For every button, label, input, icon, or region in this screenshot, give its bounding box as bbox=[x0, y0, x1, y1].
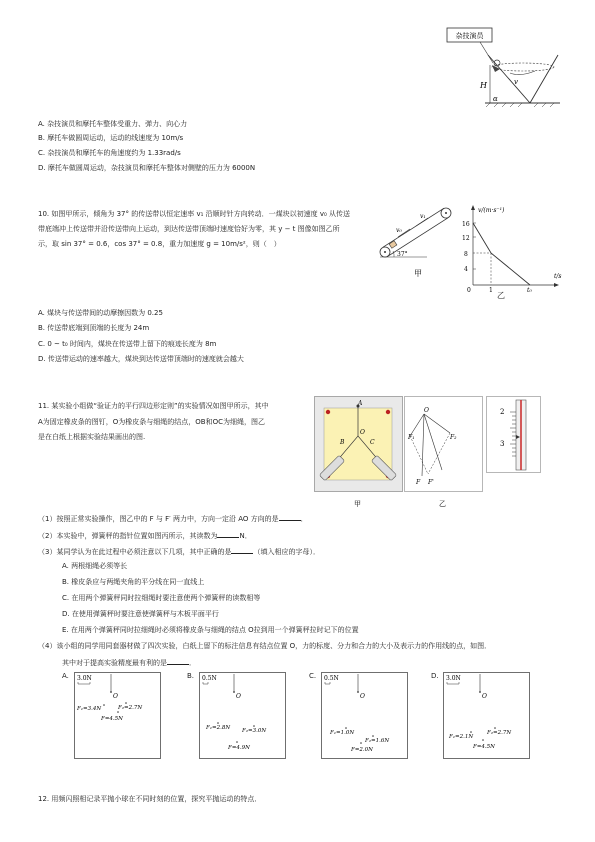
q10-option-b: B. 传送带底端到顶端的长度为 24m bbox=[38, 324, 150, 332]
q11-sub2-text: （2）本实验中，弹簧秤的指针位置如图丙所示，其读数为 bbox=[38, 532, 218, 540]
q11-panel-d-f1: F₁=2.1N bbox=[449, 734, 474, 740]
q11-panel-a-f1: F₁=3.4N bbox=[77, 706, 102, 712]
q11-panel-b-f1: F₁=2.8N bbox=[206, 725, 231, 731]
q10-conveyor-figure bbox=[372, 200, 462, 295]
q11-sub3-option-a: A. 两根细绳必须等长 bbox=[62, 562, 128, 570]
q9-alpha-label: α bbox=[493, 95, 498, 103]
q9-option-c: C. 杂技演员和摩托车的角速度约为 1.33rad/s bbox=[38, 149, 181, 157]
q11-sub1 bbox=[38, 513, 308, 524]
q11-sub3-option-c: C. 在用两个弹簧秤同时拉细绳时要注意使两个弹簧秤的读数相等 bbox=[62, 594, 261, 602]
q9-option-d: D. 摩托车做圆周运动，杂技演员和摩托车整体对侧壁的压力为 6000N bbox=[38, 164, 256, 172]
q11-panel-d-o: O bbox=[482, 693, 487, 700]
q11-fig-label-C: C bbox=[370, 439, 375, 446]
q11-sub1-blank[interactable] bbox=[279, 513, 301, 521]
q10-angle-label: 37° bbox=[397, 251, 408, 258]
q9-option-a: A. 杂技演员和摩托车整体受重力、弹力、向心力 bbox=[38, 120, 188, 128]
q11-sub4-end: ． bbox=[189, 659, 196, 667]
q10-graph-xlabel: t/s bbox=[554, 273, 562, 280]
q10-option-c: C. 0 ~ t₀ 时间内，煤块在传送带上留下的痕迹长度为 8m bbox=[38, 340, 217, 348]
q11-panel-d bbox=[431, 672, 531, 762]
q11-panel-b-letter: B. bbox=[187, 672, 195, 680]
q9-H-label: H bbox=[480, 81, 487, 90]
q11-panel-b-f: F=4.9N bbox=[228, 745, 250, 751]
q10-stem-line2: 带底端冲上传送带并沿传送带向上运动，到达传送带顶端时速度恰好为零，其 y − t 图像如图乙所 bbox=[38, 225, 340, 233]
q11-sub2 bbox=[38, 530, 252, 541]
q11-fig2-label-F2: F₂ bbox=[450, 434, 457, 441]
q9-option-b: B. 摩托车做圆周运动，运动的线速度为 10m/s bbox=[38, 134, 184, 142]
q11-stem-line3: 是在白纸上根据实验结果画出的图. bbox=[38, 433, 146, 441]
q10-graph-ylabel: v/(m·s⁻¹) bbox=[478, 207, 505, 214]
q11-panel-a-letter: A. bbox=[62, 672, 69, 680]
q11-panel-a bbox=[62, 672, 162, 762]
q11-panel-b-o: O bbox=[236, 693, 241, 700]
q11-sub1-end: ． bbox=[300, 515, 308, 523]
q11-panel-c-letter: C. bbox=[309, 672, 317, 680]
q11-sub3-option-b: B. 橡皮条应与两绳夹角的平分线在同一直线上 bbox=[62, 578, 205, 586]
q11-fig2-label-F1: F₁ bbox=[408, 434, 415, 441]
q11-panel-d-letter: D. bbox=[431, 672, 439, 680]
q11-stem-line1: 11. 某实验小组做“验证力的平行四边形定则”的实验情况如图甲所示，其中 bbox=[38, 402, 269, 410]
q11-panel-a-scale: 3.0N bbox=[77, 675, 92, 682]
q11-panel-c-f: F=2.0N bbox=[351, 747, 373, 753]
q11-fig-yi: 乙 bbox=[439, 500, 446, 508]
q10-fig-yi: 乙 bbox=[497, 291, 505, 300]
q11-panel-d-f: F=4.5N bbox=[473, 744, 495, 750]
q11-sub2-blank[interactable] bbox=[217, 530, 239, 538]
q11-sub4-blank[interactable] bbox=[167, 657, 189, 665]
q11-sub3-end: （填入相应的字母）． bbox=[253, 548, 320, 556]
q11-stem-line2: A为固定橡皮条的图钉，O为橡皮条与细绳的结点，OB和OC为细绳，图乙 bbox=[38, 418, 266, 426]
q10-option-d: D. 传送带运动的速率越大，煤块到达传送带顶端时的速度就会越大 bbox=[38, 355, 244, 363]
q11-sub4-line2 bbox=[62, 657, 196, 668]
q10-ytick-8: 8 bbox=[464, 251, 468, 258]
q11-force-figure bbox=[404, 396, 484, 511]
q11-fig2-label-Fp: F' bbox=[428, 479, 434, 486]
q11-panel-c-f1: F₁=1.0N bbox=[330, 730, 355, 736]
q11-panel-d-f2: F₂=2.7N bbox=[487, 730, 512, 736]
q11-board-figure bbox=[314, 396, 406, 511]
q11-panel-c bbox=[309, 672, 409, 762]
q11-fig-label-O: O bbox=[360, 429, 365, 436]
q11-fig-label-A: A bbox=[358, 400, 363, 407]
q11-panel-c-f2: F₂=1.6N bbox=[365, 738, 390, 744]
q10-xtick-0: 0 bbox=[467, 287, 471, 294]
q10-xtick-1: 1 bbox=[489, 287, 493, 294]
q9-label-box: 杂技演员 bbox=[455, 32, 484, 40]
q11-panel-a-f: F=4.5N bbox=[101, 716, 123, 722]
q10-ytick-16: 16 bbox=[462, 221, 470, 228]
q10-v1-label: v₁ bbox=[420, 213, 426, 220]
q10-fig-jia: 甲 bbox=[414, 269, 422, 278]
q11-sub4-text: 其中对于提高实验精度最有利的是 bbox=[62, 659, 167, 667]
q10-stem-line1: 10. 如图甲所示，倾角为 37° 的传送带以恒定速率 v₁ 沿顺时针方向转动．一煤块以初速度 v₀ 从传送 bbox=[38, 210, 351, 218]
q9-v-label: v bbox=[514, 78, 518, 86]
q11-panel-b bbox=[187, 672, 287, 762]
q11-sub1-text: （1）按照正常实验操作，图乙中的 F 与 F′ 两力中，方向一定沿 AO 方向的是 bbox=[38, 515, 279, 523]
q11-panel-b-scale: 0.5N bbox=[202, 675, 217, 682]
q10-v0-label: v₀ bbox=[396, 227, 402, 234]
q11-panel-c-scale: 0.5N bbox=[324, 675, 339, 682]
q9-figure bbox=[440, 25, 560, 110]
q11-scale-figure bbox=[486, 396, 542, 474]
q11-fig-label-B: B bbox=[340, 439, 345, 446]
q11-sub3-text: （3）某同学认为在此过程中必须注意以下几项，其中正确的是 bbox=[38, 548, 232, 556]
q11-fig-jia: 甲 bbox=[354, 500, 361, 508]
q11-sub4-line1: （4）该小组的同学用同套器材做了四次实验，白纸上留下的标注信息有结点位置 O，力的标度、分力和合力的大小及表示力的作用线的点，如图． bbox=[38, 642, 492, 650]
q12-stem: 12. 用频闪照相记录平抛小球在不同时刻的位置，探究平抛运动的特点． bbox=[38, 795, 262, 803]
q11-panel-c-o: O bbox=[360, 693, 365, 700]
q10-ytick-12: 12 bbox=[462, 235, 470, 242]
q10-ytick-4: 4 bbox=[464, 266, 468, 273]
q11-scale-tick-3: 3 bbox=[500, 440, 505, 448]
q11-sub3 bbox=[38, 546, 320, 557]
q11-sub2-end: N． bbox=[239, 532, 252, 540]
q11-sub3-blank[interactable] bbox=[231, 546, 253, 554]
q10-option-a: A. 煤块与传送带间的动摩擦因数为 0.25 bbox=[38, 309, 163, 317]
q11-panel-b-f2: F₂=3.0N bbox=[242, 728, 267, 734]
q11-panel-d-scale: 3.0N bbox=[446, 675, 461, 682]
q11-sub3-option-d: D. 在使用弹簧秤时要注意使弹簧秤与木板平面平行 bbox=[62, 610, 219, 618]
q11-panel-a-f2: F₂=2.7N bbox=[118, 705, 143, 711]
q11-panel-a-o: O bbox=[113, 693, 118, 700]
q10-xtick-t0: t₀ bbox=[527, 287, 532, 294]
q10-vt-graph bbox=[458, 200, 568, 300]
q11-fig2-label-F: F bbox=[416, 479, 421, 486]
q11-scale-tick-2: 2 bbox=[500, 408, 505, 416]
q10-stem-line3: 示，取 sin 37° = 0.6，cos 37° = 0.8，重力加速度 g = 10m/s²，则（ ） bbox=[38, 240, 281, 248]
q11-sub3-option-e: E. 在用两个弹簧秤同时拉细绳时必须将橡皮条与细绳的结点 O拉到用一个弹簧秤拉时记下的位置 bbox=[62, 626, 359, 634]
q11-fig2-label-O: O bbox=[424, 407, 429, 414]
